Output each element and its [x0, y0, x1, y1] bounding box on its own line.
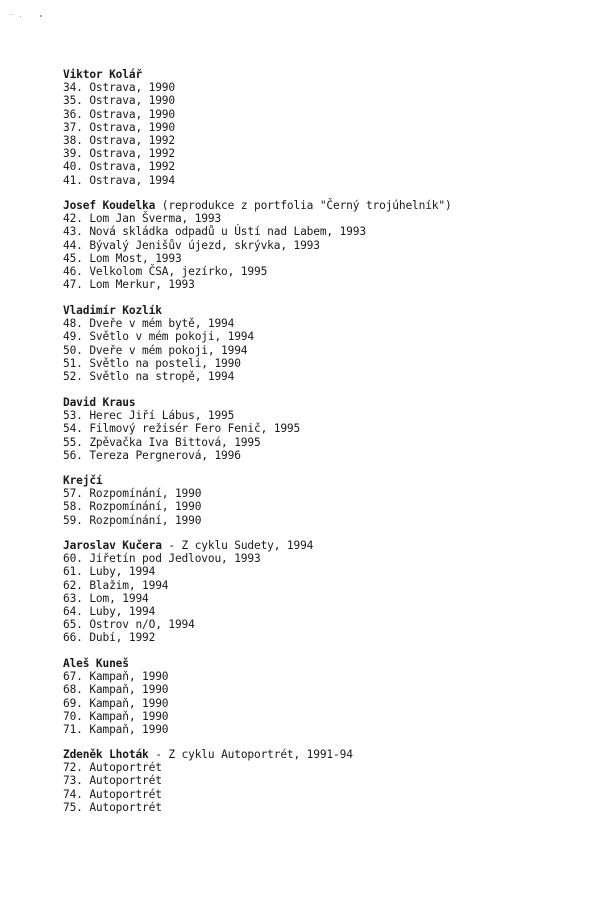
- catalog-item: 48. Dveře v mém bytě, 1994: [63, 317, 235, 331]
- catalog-item: 40. Ostrava, 1992: [63, 160, 175, 174]
- catalog-item: 41. Ostrava, 1994: [63, 173, 175, 187]
- catalog-item: 52. Světlo na stropě, 1994: [63, 369, 235, 383]
- artist-heading: [63, 539, 583, 552]
- artist-name: Zdeněk Lhoták: [63, 748, 149, 761]
- artist-section-kucera: [63, 539, 583, 645]
- artist-note: - Z cyklu Sudety, 1994: [161, 539, 314, 552]
- catalog-item: 35. Ostrava, 1990: [63, 94, 175, 108]
- catalog-item: 68. Kampaň, 1990: [63, 683, 169, 697]
- artist-heading: [63, 304, 583, 317]
- catalog-item: 56. Tereza Pergnerová, 1996: [63, 448, 241, 462]
- artist-name: Jaroslav Kučera: [63, 539, 162, 552]
- catalog-item: 55. Zpěvačka Iva Bittová, 1995: [63, 435, 261, 449]
- artist-heading: [63, 657, 583, 670]
- catalog-item: 54. Filmový režisér Fero Fenič, 1995: [63, 422, 301, 436]
- artist-name: Vladimír Kozlík: [63, 304, 162, 317]
- catalog-item: 36. Ostrava, 1990: [63, 107, 175, 121]
- catalog-item: 37. Ostrava, 1990: [63, 120, 175, 134]
- artist-section-kraus: [63, 396, 583, 462]
- artist-name: Krejčí: [63, 474, 103, 487]
- catalog-item: 66. Dubí, 1992: [63, 631, 156, 645]
- scan-speck: [20, 16, 21, 17]
- catalog-item: 75. Autoportrét: [63, 800, 162, 814]
- catalog-item: 71. Kampaň, 1990: [63, 722, 169, 736]
- artist-note: - Z cyklu Autoportrét, 1991-94: [148, 748, 353, 761]
- artist-section-lhotak: [63, 748, 583, 814]
- artist-heading: [63, 199, 583, 212]
- catalog-item: 43. Nová skládka odpadů u Ústí nad Labem, 1993: [63, 225, 366, 239]
- catalog-item: 58. Rozpomínání, 1990: [63, 500, 202, 514]
- artist-heading: [63, 68, 583, 81]
- artist-name: Viktor Kolář: [63, 68, 143, 81]
- catalog-item: 70. Kampaň, 1990: [63, 709, 169, 723]
- catalog-item: 73. Autoportrét: [63, 774, 162, 788]
- catalog-item: 69. Kampaň, 1990: [63, 696, 169, 710]
- catalog-item: 62. Blažim, 1994: [63, 578, 169, 592]
- catalog-item: 65. Ostrov n/O, 1994: [63, 618, 195, 632]
- catalog-item: 60. Jiřetín pod Jedlovou, 1993: [63, 552, 261, 566]
- catalog-item: 39. Ostrava, 1992: [63, 147, 175, 161]
- catalog-item: 61. Luby, 1994: [63, 565, 156, 579]
- artist-note: (reprodukce z portfolia "Černý trojúhelník"): [155, 199, 452, 212]
- catalog-item: 57. Rozpomínání, 1990: [63, 487, 202, 501]
- catalog-item: 63. Lom, 1994: [63, 591, 149, 605]
- catalog-item: 64. Luby, 1994: [63, 604, 156, 618]
- catalog-item: 46. Velkolom ČSA, jezírko, 1995: [63, 264, 268, 278]
- artist-section-kolar: [63, 68, 583, 187]
- scan-speck: [11, 14, 12, 15]
- catalog-item: 44. Bývalý Jenišův újezd, skrývka, 1993: [63, 238, 320, 252]
- artist-section-kunes: [63, 657, 583, 736]
- catalog-item: 74. Autoportrét: [63, 787, 162, 801]
- artist-section-krejci: [63, 474, 583, 527]
- artist-heading: [63, 474, 583, 487]
- catalog-item: 47. Lom Merkur, 1993: [63, 278, 195, 292]
- artist-name: Josef Koudelka: [63, 199, 156, 212]
- artist-name: Aleš Kuneš: [63, 657, 129, 670]
- catalog-item: 53. Herec Jiří Lábus, 1995: [63, 409, 235, 423]
- catalog-item: 50. Dveře v mém pokoji, 1994: [63, 343, 248, 357]
- catalog-item: 45. Lom Most, 1993: [63, 251, 182, 265]
- scan-speck: [40, 15, 42, 17]
- catalog-item: 67. Kampaň, 1990: [63, 670, 169, 684]
- catalog-item: 59. Rozpomínání, 1990: [63, 513, 202, 527]
- artist-section-kozlik: [63, 304, 583, 383]
- catalog-item: 34. Ostrava, 1990: [63, 81, 175, 95]
- artist-section-koudelka: [63, 199, 583, 291]
- catalog-item: 51. Světlo na posteli, 1990: [63, 356, 241, 370]
- catalog-item: 38. Ostrava, 1992: [63, 133, 175, 147]
- artist-name: David Kraus: [63, 396, 136, 409]
- catalog-item: 49. Světlo v mém pokoji, 1994: [63, 330, 254, 344]
- catalog-item: 42. Lom Jan Šverma, 1993: [63, 212, 222, 226]
- artist-heading: [63, 396, 583, 409]
- catalog-item: 72. Autoportrét: [63, 761, 162, 775]
- artist-heading: [63, 748, 583, 761]
